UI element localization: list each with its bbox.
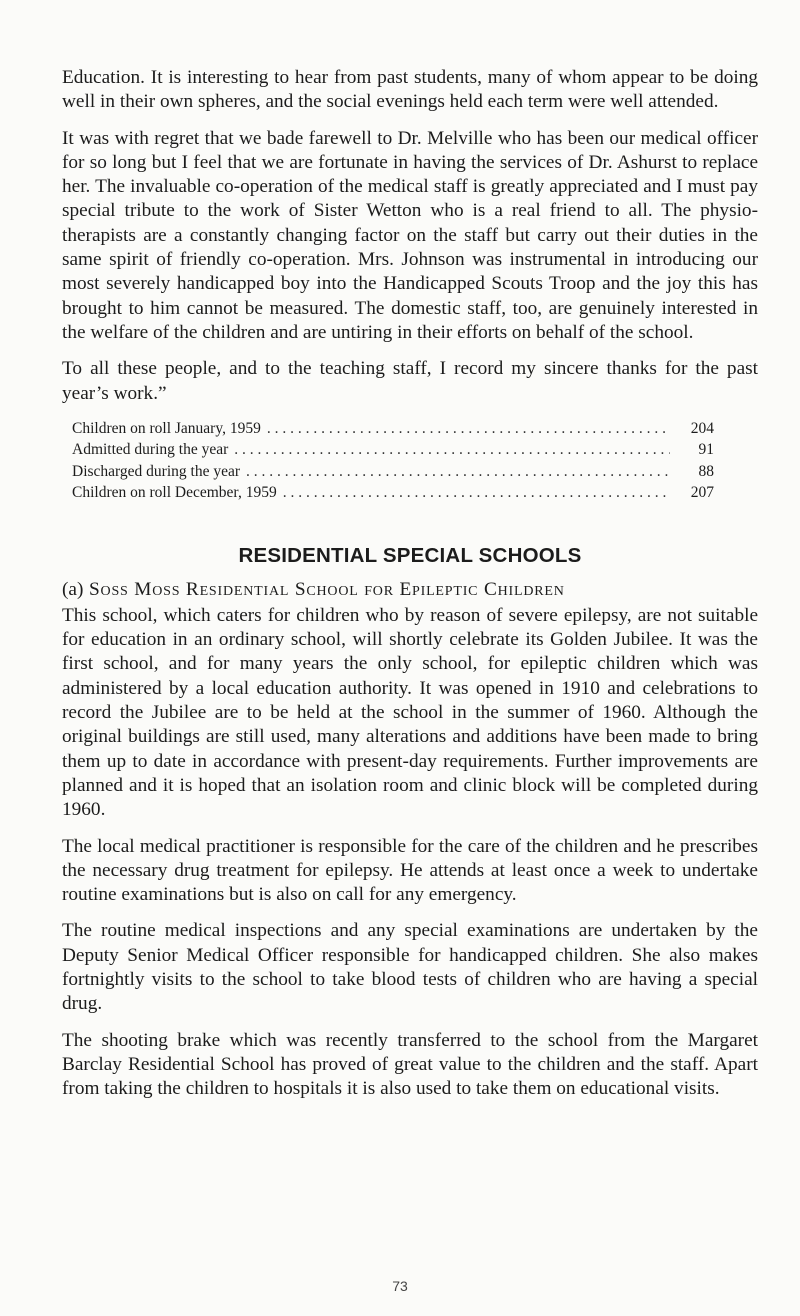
section-heading: RESIDENTIAL SPECIAL SCHOOLS <box>238 543 582 567</box>
paragraph-medical-staff: It was with regret that we bade farewell to Dr. Melville who has been our medical officer for so long but I feel that we are fortunate in having the services of Dr. Ashurst to replace her. The invaluable co-operation of the medical staff is greatly appreciated and I must pay special tribute to the work of Sister Wetton who is a real friend to all. The physio-therapists are a constantly changing factor on the staff but carry out their duties in the same spirit of friendly co-operation. Mrs. Johnson was instrumental in introducing our most severely handicapped boy into the Handicapped Scouts Troop and the joy this has brought to him cannot be measured. The domestic staff, too, are genuinely interested in the welfare of the children and are untiring in their efforts on behalf of the school. <box>62 127 758 343</box>
stat-label: Children on roll January, 1959 <box>72 419 261 437</box>
stat-value: 88 <box>698 462 714 480</box>
page-number: 73 <box>392 1278 408 1294</box>
stat-row <box>72 418 714 440</box>
subsection-label: (a) <box>62 578 84 600</box>
stat-value: 207 <box>690 484 714 502</box>
stat-row <box>72 461 714 483</box>
stat-row <box>72 439 714 461</box>
paragraph-practitioner: The local medical practitioner is responsible for the care of the children and he prescribes the necessary drug treatment for epilepsy. He attends at least once a week to undertake routine examinations but is also on call for any emergency. <box>62 835 758 906</box>
paragraph-thanks: To all these people, and to the teaching staff, I record my sincere thanks for the past year’s work.” <box>62 358 758 404</box>
stat-label: Discharged during the year <box>72 462 241 480</box>
subsection-title: Soss Moss Residential School for Epileptic Children <box>89 578 565 600</box>
leader-dots <box>267 418 670 440</box>
paragraph-inspections: The routine medical inspections and any special examinations are undertaken by the Deputy Senior Medical Officer responsible for handicapped children. She also makes fortnightly visits to the school to take blood tests of children who are having a special drug. <box>62 920 758 1015</box>
page-body <box>62 66 758 1114</box>
paragraph-education: Education. It is interesting to hear from past students, many of whom appear to be doing well in their own spheres, and the social evenings held each term were well attended. <box>62 67 758 113</box>
stat-row <box>72 482 714 504</box>
leader-dots <box>283 482 670 504</box>
paragraph-shooting-brake: The shooting brake which was recently transferred to the school from the Margaret Barclay Residential School has proved of great value to the children and the staff. Apart from taking the children to hospitals it is also used to take them on educational visits. <box>62 1029 758 1100</box>
roll-statistics <box>72 418 714 504</box>
subsection-heading <box>62 578 758 602</box>
stat-label: Admitted during the year <box>72 441 229 459</box>
leader-dots <box>234 439 670 461</box>
paragraph-soss-moss: This school, which caters for children who by reason of severe epilepsy, are not suitable for education in an ordinary school, will shortly celebrate its Golden Jubilee. It was the first school, and for many years the only school, for epileptic children which was administered by a local education authority. It was opened in 1910 and celebrations to record the Jubilee are to be held at the school in the summer of 1960. Although the original buildings are still used, many alterations and additions have been made to bring them up to date in accordance with present-day requirements. Further improvements are planned and it is hoped that an isolation room and clinic block will be completed during 1960. <box>62 604 758 821</box>
leader-dots <box>246 461 670 483</box>
stat-label: Children on roll December, 1959 <box>72 484 277 502</box>
stat-value: 91 <box>698 441 714 459</box>
stat-value: 204 <box>690 419 714 437</box>
